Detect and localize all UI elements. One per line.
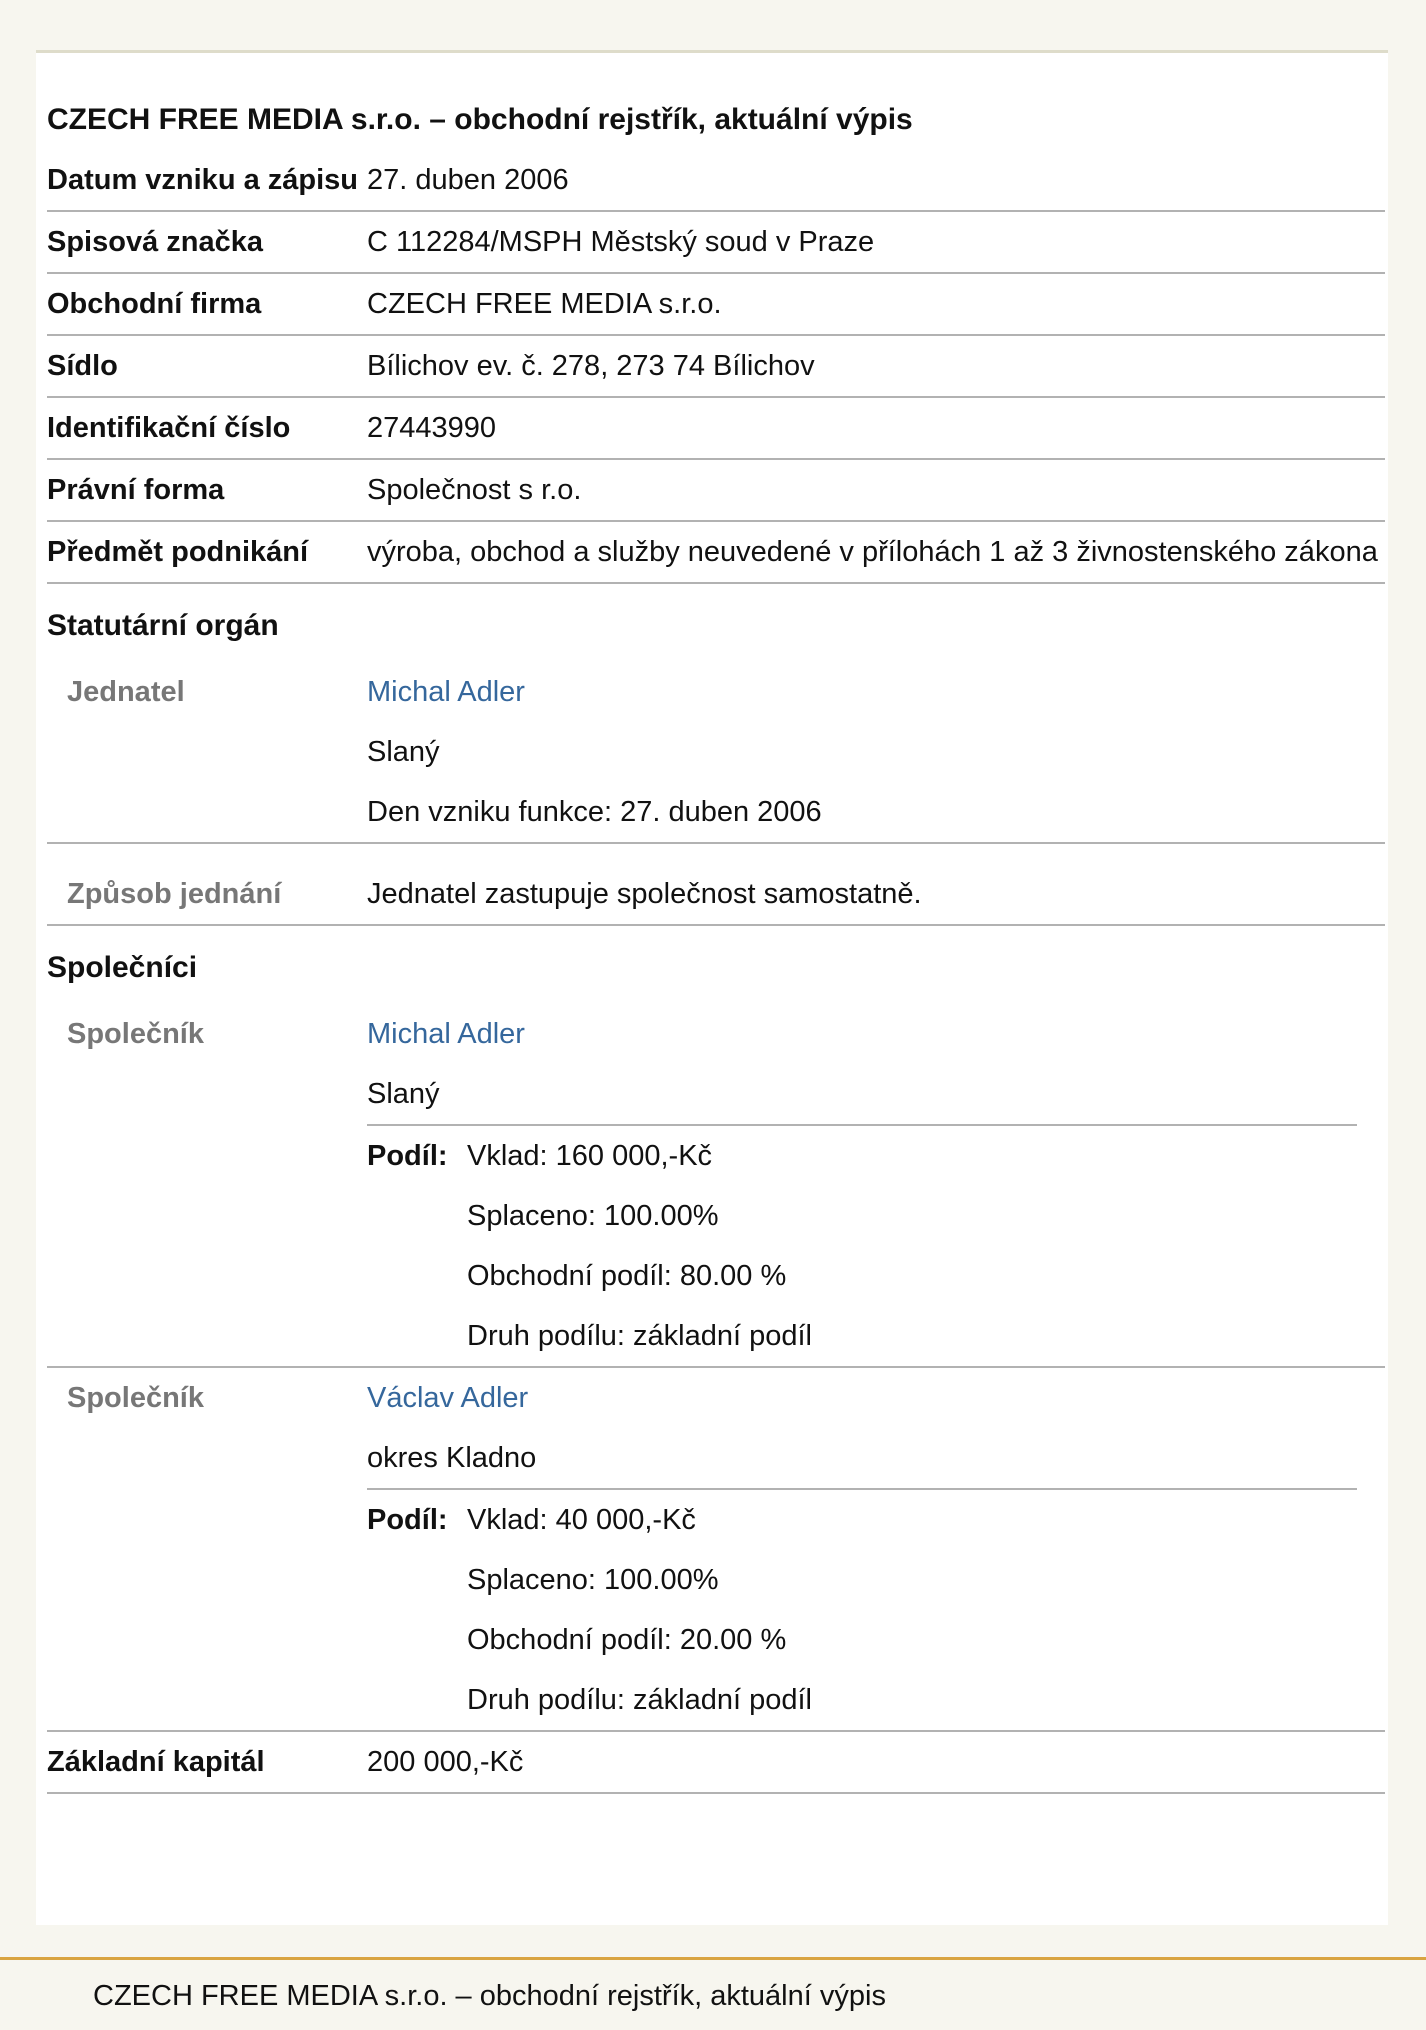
splaceno: Splaceno: 100.00%	[467, 1200, 719, 1232]
spolecnik-details	[367, 1368, 1385, 1730]
info-row-predmet-podnikani	[47, 522, 1385, 584]
zpusob-jednani-row	[47, 844, 1385, 926]
section-heading-statutarni: Statutární orgán	[47, 609, 279, 642]
info-row-pravni-forma	[47, 460, 1385, 522]
person-link[interactable]: Michal Adler	[367, 1018, 525, 1050]
register-content	[47, 98, 1385, 1794]
spolecnik-row	[47, 1368, 1385, 1732]
row-value: CZECH FREE MEDIA s.r.o.	[367, 288, 722, 320]
footer-text: CZECH FREE MEDIA s.r.o. – obchodní rejstřík, aktuální výpis	[93, 1980, 886, 2012]
row-value: C 112284/MSPH Městský soud v Praze	[367, 226, 875, 258]
sub-label: Jednatel	[67, 676, 185, 708]
row-value: 27. duben 2006	[367, 164, 569, 196]
row-label: Obchodní firma	[47, 288, 262, 320]
sub-value: Jednatel zastupuje společnost samostatně.	[367, 878, 922, 910]
podil-block	[367, 1126, 1385, 1366]
section-heading-spolecnici: Společníci	[47, 951, 198, 984]
info-row-datum	[47, 150, 1385, 212]
row-label: Datum vzniku a zápisu	[47, 164, 359, 196]
row-value: výroba, obchod a služby neuvedené v přílohách 1 až 3 živnostenského zákona	[367, 536, 1378, 568]
podil-block	[367, 1490, 1385, 1730]
row-label: Předmět podnikání	[47, 536, 309, 568]
row-label: Sídlo	[47, 350, 118, 382]
vklad: Vklad: 40 000,-Kč	[467, 1504, 696, 1536]
obchodni-podil: Obchodní podíl: 80.00 %	[467, 1260, 787, 1292]
podil-label: Podíl:	[367, 1140, 448, 1172]
row-value: Bílichov ev. č. 278, 273 74 Bílichov	[367, 350, 815, 382]
row-value: Společnost s r.o.	[367, 474, 582, 506]
info-row-ico	[47, 398, 1385, 460]
podil-details	[467, 1126, 1385, 1366]
splaceno: Splaceno: 100.00%	[467, 1564, 719, 1596]
person-link[interactable]: Václav Adler	[367, 1382, 529, 1414]
row-label: Spisová značka	[47, 226, 263, 258]
druh-podilu: Druh podílu: základní podíl	[467, 1684, 812, 1716]
row-value: 27443990	[367, 412, 497, 444]
info-row-zakladni-kapital	[47, 1732, 1385, 1794]
spolecnik-details	[367, 1004, 1385, 1366]
row-label: Základní kapitál	[47, 1746, 265, 1778]
row-label: Identifikační číslo	[47, 412, 291, 444]
footer-divider	[0, 1957, 1426, 1960]
druh-podilu: Druh podílu: základní podíl	[467, 1320, 812, 1352]
info-row-obchodni-firma	[47, 274, 1385, 336]
person-place: Slaný	[367, 1078, 440, 1110]
info-row-spisova-znacka	[47, 212, 1385, 274]
register-card	[36, 50, 1388, 1925]
jednatel-details	[367, 662, 1385, 842]
spolecnik-row	[47, 1004, 1385, 1368]
row-label: Právní forma	[47, 474, 225, 506]
row-value: 200 000,-Kč	[367, 1746, 524, 1778]
person-place: okres Kladno	[367, 1442, 537, 1474]
sub-label: Společník	[67, 1018, 204, 1050]
vklad: Vklad: 160 000,-Kč	[467, 1140, 713, 1172]
sub-label: Společník	[67, 1382, 204, 1414]
podil-label: Podíl:	[367, 1504, 448, 1536]
person-link[interactable]: Michal Adler	[367, 676, 525, 708]
podil-details	[467, 1490, 1385, 1730]
page-title: CZECH FREE MEDIA s.r.o. – obchodní rejstřík, aktuální výpis	[47, 103, 913, 136]
person-place: Slaný	[367, 736, 440, 768]
info-row-sidlo	[47, 336, 1385, 398]
function-since: Den vzniku funkce: 27. duben 2006	[367, 796, 822, 828]
sub-label: Způsob jednání	[67, 878, 282, 910]
obchodni-podil: Obchodní podíl: 20.00 %	[467, 1624, 787, 1656]
jednatel-row	[47, 662, 1385, 844]
